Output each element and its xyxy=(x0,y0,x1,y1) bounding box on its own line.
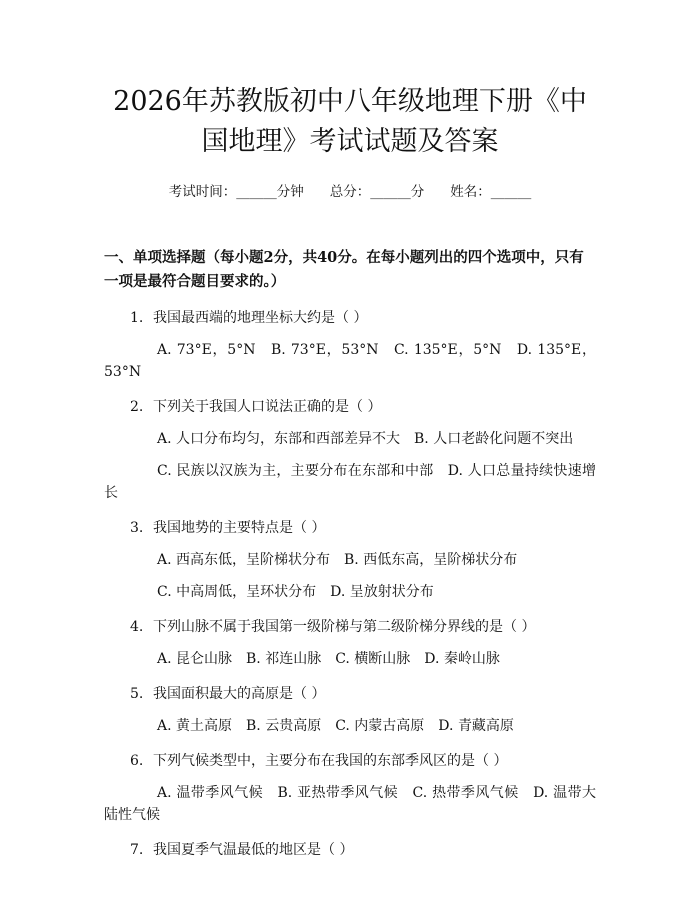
question-4 xyxy=(104,616,596,638)
question-text: 我国最西端的地理坐标大约是（ ） xyxy=(153,310,368,326)
question-text: 我国夏季气温最低的地区是（ ） xyxy=(153,842,354,858)
question-number: 7. xyxy=(130,842,144,858)
question-number: 5. xyxy=(130,686,144,702)
question-text: 我国面积最大的高原是（ ） xyxy=(153,686,326,702)
section-heading-single-choice: 一、单项选择题（每小题2分，共40分。在每小题列出的四个选项中，只有一项是最符合题目要求的。） xyxy=(104,249,584,290)
question-1-options: A. 73°E，5°N B. 73°E，53°N C. 135°E，5°N D. 135°E，53°N xyxy=(104,342,596,380)
question-5 xyxy=(104,683,596,705)
question-text: 下列山脉不属于我国第一级阶梯与第二级阶梯分界线的是（ ） xyxy=(153,619,536,635)
question-number: 3. xyxy=(130,520,144,536)
question-2 xyxy=(104,396,596,418)
question-2-options-row-1: A. 人口分布均匀，东部和西部差异不大 B. 人口老龄化问题不突出 xyxy=(157,431,574,447)
question-3-options-row-1: A. 西高东低，呈阶梯状分布 B. 西低东高，呈阶梯状分布 xyxy=(157,552,518,568)
question-number: 6. xyxy=(130,753,144,769)
question-6 xyxy=(104,750,596,772)
question-3 xyxy=(104,517,596,539)
question-number: 4. xyxy=(130,619,144,635)
question-text: 下列关于我国人口说法正确的是（ ） xyxy=(153,399,382,415)
question-6-options: A. 温带季风气候 B. 亚热带季风气候 C. 热带季风气候 D. 温带大陆性气候 xyxy=(104,785,596,823)
total-score-field: 总分：______分 xyxy=(329,184,425,200)
exam-time-field: 考试时间：______分钟 xyxy=(168,184,304,200)
question-2-options-row-2: C. 民族以汉族为主，主要分布在东部和中部 D. 人口总量持续快速增长 xyxy=(104,463,596,501)
question-number: 2. xyxy=(130,399,144,415)
question-text: 下列气候类型中，主要分布在我国的东部季风区的是（ ） xyxy=(153,753,508,769)
question-3-options-row-2: C. 中高周低，呈环状分布 D. 呈放射状分布 xyxy=(157,584,434,600)
exam-meta xyxy=(104,182,596,202)
question-7 xyxy=(104,839,596,861)
question-4-options: A. 昆仑山脉 B. 祁连山脉 C. 横断山脉 D. 秦岭山脉 xyxy=(157,651,500,667)
question-number: 1. xyxy=(130,310,144,326)
question-text: 我国地势的主要特点是（ ） xyxy=(153,520,326,536)
student-name-field: 姓名：______ xyxy=(450,184,532,200)
question-5-options: A. 黄土高原 B. 云贵高原 C. 内蒙古高原 D. 青藏高原 xyxy=(157,718,514,734)
document-title: 2026年苏教版初中八年级地理下册《中国地理》考试试题及答案 xyxy=(113,86,587,157)
question-1 xyxy=(104,307,596,329)
